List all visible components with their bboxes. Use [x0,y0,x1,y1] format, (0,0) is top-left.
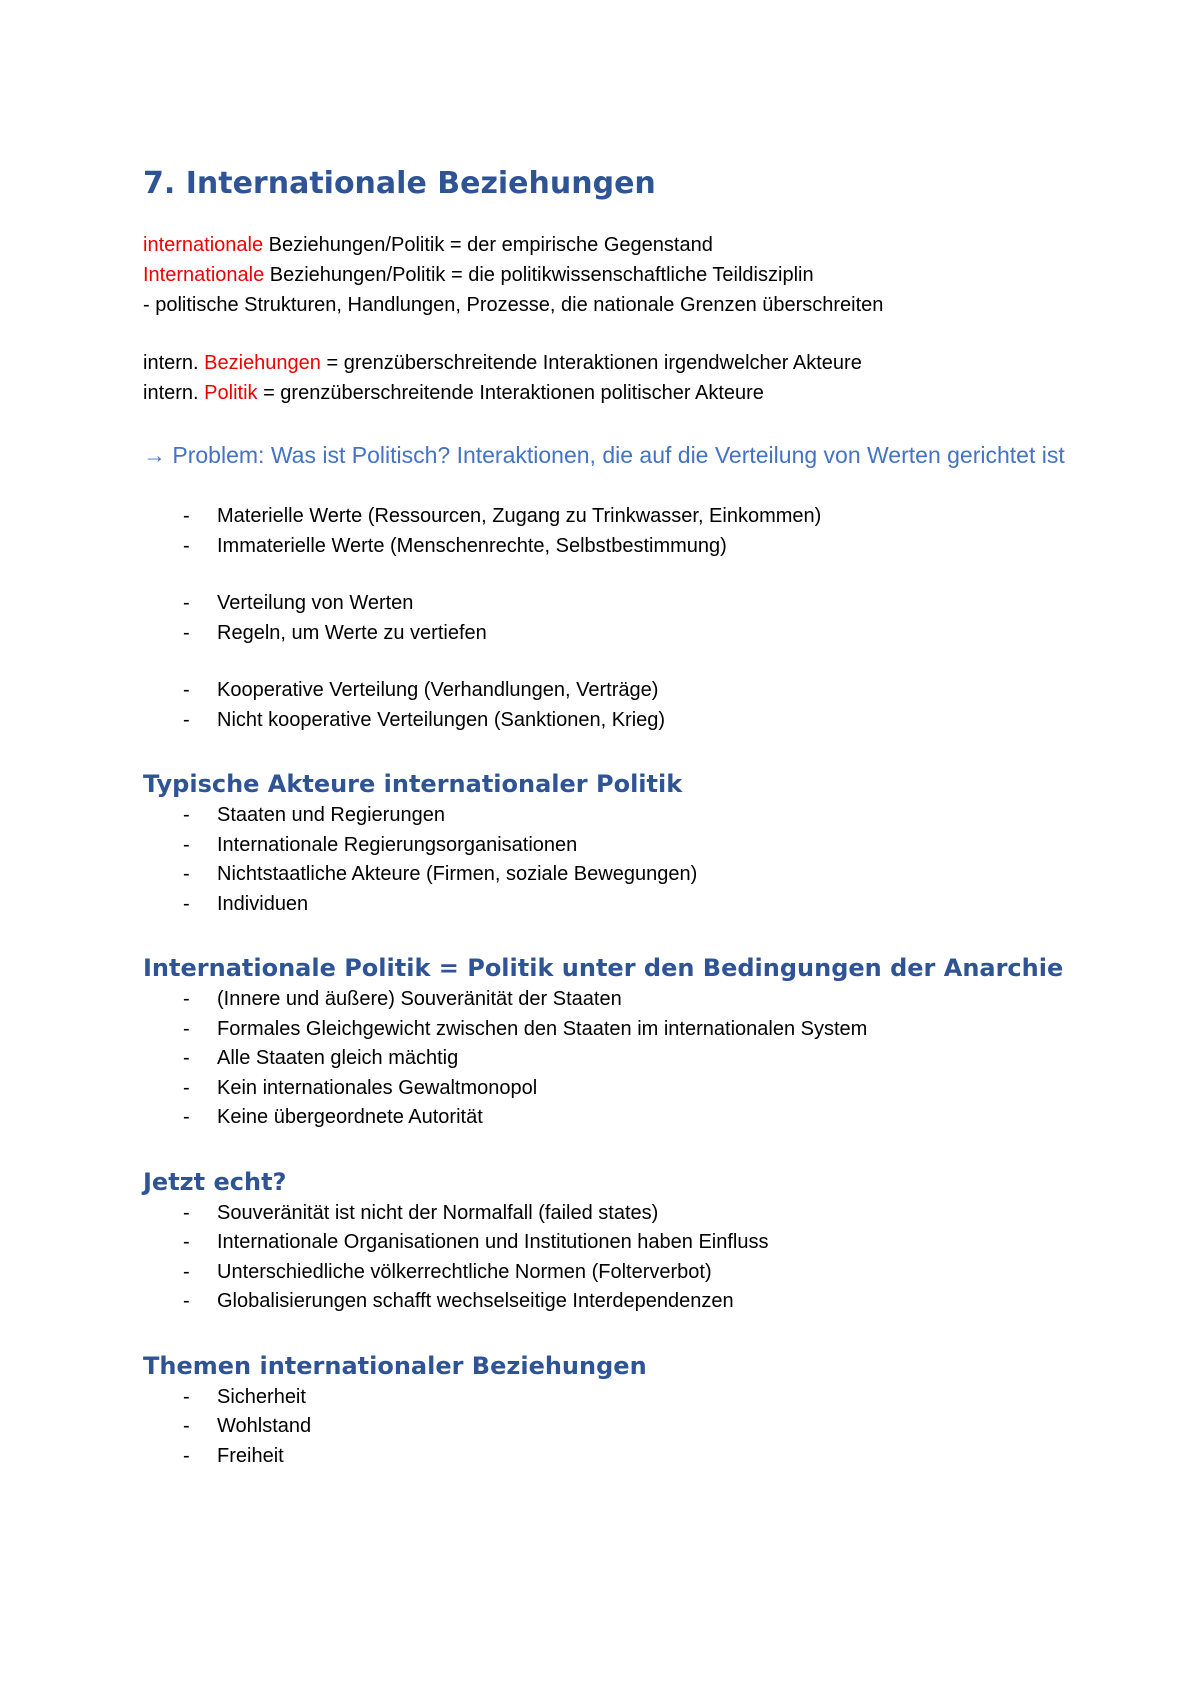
list-item [143,589,1103,619]
list-item-text: Internationale Regierungsorganisationen [217,833,578,856]
section-heading: Jetzt echt? [143,1167,287,1196]
bullet-list [143,801,1103,919]
list-item [143,1287,1103,1317]
list-item-text: Alle Staaten gleich mächtig [217,1047,459,1069]
bullet-list [143,676,1103,735]
dash-marker: - [183,1444,190,1467]
bullet-list [143,1383,1103,1472]
dash-marker: - [183,505,190,527]
intro-block [143,230,1103,320]
intro-text: Beziehungen/Politik = die politikwissenschaftliche Teildisziplin [264,264,814,286]
list-item-text: Individuen [217,892,309,915]
list-item [143,985,1103,1015]
definition-prefix: intern. [143,382,205,404]
spacer [143,648,1103,676]
list-item [143,860,1103,890]
sections [143,735,1103,1471]
red-term: Politik [204,382,258,404]
list-item-text: Souveränität ist nicht der Normalfall (failed states) [217,1201,659,1224]
dash-marker: - [183,1201,190,1224]
definition-text: = grenzüberschreitende Interaktionen politischer Akteure [257,382,764,404]
bullet-list [143,985,1103,1133]
list-item-text: Kein internationales Gewaltmonopol [217,1076,538,1099]
list-item [143,1199,1103,1229]
spacer [143,472,1103,502]
intro-line [143,260,1103,290]
red-term: Internationale [143,264,265,286]
spacer [143,1133,1103,1165]
list-item [143,706,1103,736]
intro-line [143,290,1103,320]
list-item [143,1258,1103,1288]
list-item [143,1044,1103,1074]
list-item [143,801,1103,831]
definitions-block [143,348,1103,408]
spacer [143,919,1103,951]
dash-marker: - [183,1415,190,1437]
list-item [143,1103,1103,1133]
section-heading: Typische Akteure internationaler Politik [143,770,683,798]
dash-marker: - [183,621,190,644]
document-content [143,164,1103,1471]
intro-line [143,230,1103,260]
list-item [143,1228,1103,1258]
list-item [143,676,1103,706]
list-item-text: Sicherheit [217,1385,306,1408]
dash-marker: - [183,1231,190,1253]
dash-marker: - [183,708,190,731]
dash-marker: - [183,1385,190,1408]
problem-text: Problem: Was ist Politisch? Interaktionen, die auf die Verteilung von Werten gerichtet ist [166,442,1065,468]
problem-paragraph [143,438,1103,472]
dash-marker: - [183,863,190,885]
list-item-text: Keine übergeordnete Autorität [217,1106,483,1128]
arrow-icon: → [143,442,166,468]
intro-text: - politische Strukturen, Handlungen, Prozesse, die nationale Grenzen überschreiten [143,294,884,316]
list-item [143,831,1103,861]
list-item [143,532,1103,562]
spacer [143,561,1103,589]
list-item-text: Nicht kooperative Verteilungen (Sanktionen, Krieg) [217,708,666,731]
dash-marker: - [183,1106,190,1128]
bullet-list [143,589,1103,648]
dash-marker: - [183,679,190,701]
dash-marker: - [183,1017,190,1040]
dash-marker: - [183,988,190,1010]
section-heading: Themen internationaler Beziehungen [143,1351,647,1380]
dash-marker: - [183,892,190,915]
list-item-text: (Innere und äußere) Souveränität der Staaten [217,988,622,1010]
list-item-text: Nichtstaatliche Akteure (Firmen, soziale Bewegungen) [217,863,698,885]
definition-prefix: intern. [143,352,205,374]
bullet-list [143,1199,1103,1317]
definition-line [143,378,1103,408]
spacer [143,735,1103,767]
list-item-text: Regeln, um Werte zu vertiefen [217,621,487,644]
list-item-text: Freiheit [217,1444,284,1467]
list-item [143,502,1103,532]
list-item-text: Staaten und Regierungen [217,804,445,826]
spacer [143,1317,1103,1349]
spacer [143,320,1103,348]
list-item-text: Globalisierungen schafft wechselseitige Interdependenzen [217,1290,734,1312]
definition-line [143,348,1103,378]
list-item-text: Unterschiedliche völkerrechtliche Normen (Folterverbot) [217,1260,712,1283]
dash-marker: - [183,1290,190,1312]
list-item [143,619,1103,649]
list-item [143,1442,1103,1472]
list-item-text: Formales Gleichgewicht zwischen den Staaten im internationalen System [217,1017,868,1040]
dash-marker: - [183,833,190,856]
list-item-text: Verteilung von Werten [217,592,414,614]
bullet-list [143,502,1103,561]
list-item-text: Kooperative Verteilung (Verhandlungen, Verträge) [217,679,659,701]
list-item-text: Materielle Werte (Ressourcen, Zugang zu Trinkwasser, Einkommen) [217,505,822,527]
list-item [143,1074,1103,1104]
werte-lists [143,502,1103,735]
dash-marker: - [183,592,190,614]
page-title: 7. Internationale Beziehungen [143,166,656,201]
red-term: internationale [143,234,264,256]
list-item-text: Internationale Organisationen und Institutionen haben Einfluss [217,1231,769,1253]
dash-marker: - [183,804,190,826]
red-term: Beziehungen [204,352,321,374]
dash-marker: - [183,1047,190,1069]
dash-marker: - [183,534,190,557]
list-item-text: Wohlstand [217,1415,312,1437]
list-item [143,1015,1103,1045]
intro-text: Beziehungen/Politik = der empirische Gegenstand [263,234,713,256]
section-heading: Internationale Politik = Politik unter den Bedingungen der Anarchie [143,954,1064,982]
list-item [143,890,1103,920]
spacer [143,408,1103,436]
dash-marker: - [183,1260,190,1283]
dash-marker: - [183,1076,190,1099]
list-item [143,1383,1103,1413]
list-item [143,1412,1103,1442]
definition-text: = grenzüberschreitende Interaktionen irgendwelcher Akteure [320,352,862,374]
list-item-text: Immaterielle Werte (Menschenrechte, Selbstbestimmung) [217,534,727,557]
